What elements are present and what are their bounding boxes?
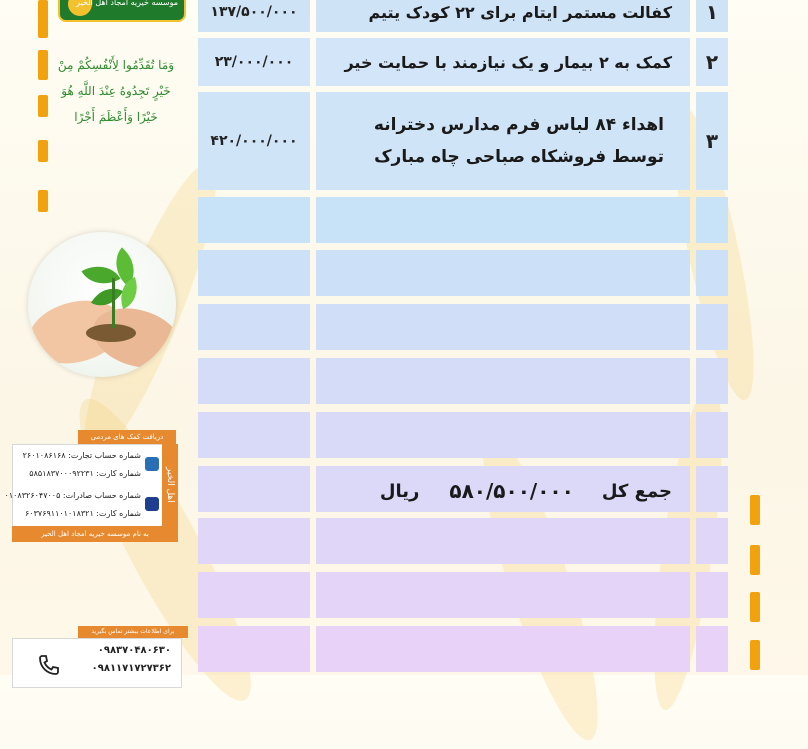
- verse-line: وَمَا تُقَدِّمُوا لِأَنْفُسِكُمْ مِنْ: [57, 58, 175, 72]
- plant-in-hands-image: [28, 232, 176, 377]
- empty-number-cell: [696, 412, 728, 458]
- saderat-bank-icon: [145, 497, 159, 511]
- total-label: جمع کل: [601, 480, 672, 502]
- row-description: کمک به ۲ بیمار و یک نیازمند با حمایت خیر: [316, 38, 690, 86]
- bank-account-line: شماره حساب تجارت: ۲۶۰۱۰۸۶۱۶۸: [22, 451, 141, 460]
- empty-amount-cell: [198, 466, 310, 512]
- bank-account-line: شماره حساب صادرات: ۰۱۰۸۳۲۶۰۴۷۰۰۵: [4, 491, 141, 500]
- left-accent-bar: [38, 190, 48, 212]
- empty-number-cell: [696, 466, 728, 512]
- left-accent-bar: [38, 140, 48, 162]
- bank-box-header: دریافت کمک های مردمی: [78, 430, 176, 444]
- contact-box: [12, 626, 180, 686]
- bank-box-footer: به نام موسسه خیریه امجاد اهل الخیر: [12, 526, 178, 542]
- phone-number: ۰۹۸۱۱۷۱۷۲۷۳۶۲: [91, 663, 171, 674]
- right-accent-bar: [750, 545, 760, 575]
- empty-description-cell: [316, 197, 690, 243]
- bank-account-line: شماره کارت: ۶۰۳۷۶۹۱۱۰۱۰۱۸۳۲۱: [25, 509, 141, 518]
- empty-amount-cell: [198, 518, 310, 564]
- empty-description-cell: [316, 358, 690, 404]
- empty-description-cell: [316, 412, 690, 458]
- verse-line: خَيْرًا وَأَعْظَمَ أَجْرًا: [74, 110, 158, 124]
- right-accent-bar: [750, 640, 760, 670]
- contact-box-header: برای اطلاعات بیشتر تماس بگیرید: [78, 626, 188, 638]
- row-number: ۱: [696, 0, 728, 32]
- bank-box-panel: [4, 444, 164, 528]
- left-accent-bar: [38, 0, 48, 38]
- empty-description-cell: [316, 626, 690, 672]
- empty-amount-cell: [198, 304, 310, 350]
- bank-account-line: شماره کارت: ۵۸۵۱۸۳۷۰۰۰۹۲۲۳۱: [29, 469, 141, 478]
- row-description-line: اهداء ۸۴ لباس فرم مدارس دخترانه: [373, 115, 664, 135]
- charity-logo: [58, 0, 186, 22]
- empty-number-cell: [696, 304, 728, 350]
- contact-box-panel: [12, 638, 182, 688]
- left-accent-bar: [38, 50, 48, 80]
- quran-verse: [50, 52, 182, 130]
- row-description-line: توسط فروشکاه صباحی چاه مبارک: [374, 147, 664, 167]
- empty-description-cell: [316, 572, 690, 618]
- empty-amount-cell: [198, 572, 310, 618]
- row-description: [316, 92, 690, 190]
- total-row: [316, 468, 690, 514]
- tejarat-bank-icon: [145, 457, 159, 471]
- empty-number-cell: [696, 518, 728, 564]
- bank-box-side-label: اهل الخیر: [162, 444, 178, 526]
- total-value: ۵۸۰/۵۰۰/۰۰۰: [449, 479, 574, 503]
- empty-number-cell: [696, 572, 728, 618]
- row-description: کفالت مستمر ایتام برای ۲۲ کودک یتیم: [316, 0, 690, 32]
- empty-description-cell: [316, 304, 690, 350]
- right-accent-bar: [750, 495, 760, 525]
- logo-text: موسسه خیریه امجاد اهل الخیر: [76, 0, 178, 7]
- empty-number-cell: [696, 197, 728, 243]
- phone-number: ۰۹۸۳۷۰۴۸۰۶۳۰: [97, 645, 171, 656]
- empty-description-cell: [316, 250, 690, 296]
- empty-number-cell: [696, 626, 728, 672]
- right-accent-bar: [750, 592, 760, 622]
- empty-amount-cell: [198, 626, 310, 672]
- row-amount: ۴۲۰/۰۰۰/۰۰۰: [198, 92, 310, 190]
- empty-amount-cell: [198, 197, 310, 243]
- total-unit: ریال: [379, 480, 420, 502]
- verse-line: خَيْرٍ تَجِدُوهُ عِنْدَ اللَّهِ هُوَ: [61, 84, 171, 98]
- bank-account-box: [4, 430, 180, 542]
- row-amount: ۲۳/۰۰۰/۰۰۰: [198, 38, 310, 86]
- row-amount: ۱۳۷/۵۰۰/۰۰۰: [198, 0, 310, 32]
- empty-description-cell: [316, 518, 690, 564]
- row-number: ۳: [696, 92, 728, 190]
- empty-number-cell: [696, 358, 728, 404]
- empty-amount-cell: [198, 412, 310, 458]
- row-number: ۲: [696, 38, 728, 86]
- left-accent-bar: [38, 95, 48, 117]
- empty-amount-cell: [198, 358, 310, 404]
- phone-icon: [37, 653, 61, 677]
- empty-amount-cell: [198, 250, 310, 296]
- empty-number-cell: [696, 250, 728, 296]
